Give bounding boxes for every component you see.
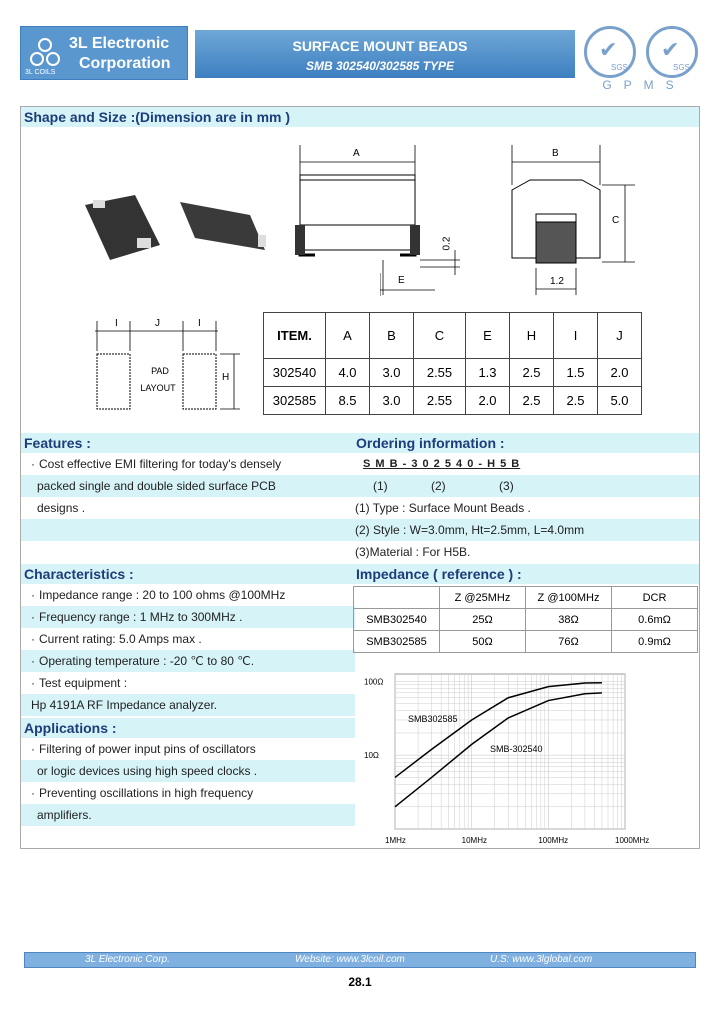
bead-photos [75, 190, 275, 270]
table-row: SMB302540 25Ω 38Ω 0.6mΩ [354, 609, 698, 631]
list-item: amplifiers. [21, 804, 355, 826]
pad-label: PAD [151, 366, 169, 376]
applications-section [21, 718, 355, 848]
ordering-title: Ordering information : [353, 433, 699, 453]
label-i1: I [115, 318, 118, 329]
dim-header-row [264, 313, 642, 359]
impedance-chart [360, 664, 690, 854]
spacer-row [21, 826, 355, 848]
label-a: A [353, 148, 360, 159]
list-item: · Preventing oscillations in high frequency [21, 782, 355, 804]
applications-title: Applications : [21, 718, 355, 738]
impedance-title: Impedance ( reference ) : [353, 564, 699, 584]
ordering-section [353, 433, 699, 563]
legend-label: SMB-302540 [490, 744, 543, 754]
x-tick-label: 1MHz [385, 836, 406, 845]
list-item: designs . [37, 501, 86, 515]
gpms-label: GPMS [602, 78, 686, 92]
layout-label: LAYOUT [140, 383, 176, 393]
dimension-table [263, 312, 642, 415]
characteristics-title: Characteristics : [21, 564, 355, 584]
table-row: SMB302585 50Ω 76Ω 0.9mΩ [354, 631, 698, 653]
dim-header-i: I [554, 313, 598, 359]
dim-header-item: ITEM. [264, 313, 326, 359]
label-12: 1.2 [550, 276, 564, 287]
list-item: (2) Style : W=3.0mm, Ht=2.5mm, L=4.0mm [353, 519, 699, 541]
page-subtitle: SMB 302540/302585 TYPE [305, 59, 455, 73]
label-j: J [155, 318, 160, 329]
label-02: 0.2 [441, 236, 453, 251]
check-icon: ✔ [661, 37, 680, 62]
shape-title: Shape and Size :(Dimension are in mm ) [21, 107, 699, 127]
characteristics-section [21, 564, 355, 716]
table-row: 302585 8.5 3.0 2.55 2.0 2.5 2.5 5.0 [264, 387, 642, 415]
label-c: C [612, 215, 620, 226]
dim-header-c: C [414, 313, 466, 359]
logo-icon [25, 33, 65, 73]
cert-label-1: SGS [611, 63, 628, 72]
list-item: · Impedance range : 20 to 100 ohms @100MHz [21, 584, 355, 606]
y-tick-label: 100Ω [364, 677, 384, 687]
label-i2: I [198, 318, 201, 329]
list-item: Hp 4191A RF Impedance analyzer. [21, 694, 355, 716]
company-logo [20, 26, 188, 80]
list-item: or logic devices using high speed clocks . [21, 760, 355, 782]
list-item: (3)Material : For H5B. [355, 545, 471, 559]
label-b: B [552, 148, 559, 159]
cert-badge-2 [646, 26, 698, 78]
list-item: (1) Type : Surface Mount Beads . [355, 501, 531, 515]
label-e: E [398, 275, 405, 286]
list-item: · Filtering of power input pins of oscillators [21, 738, 355, 760]
dim-header-j: J [598, 313, 642, 359]
list-item: · Frequency range : 1 MHz to 300MHz . [21, 606, 355, 628]
order-code: S M B - 3 0 2 5 4 0 - H 5 B [363, 458, 521, 470]
list-item: · Test equipment : [21, 672, 355, 694]
cert-label-2: SGS [673, 63, 690, 72]
list-item: · Current rating: 5.0 Amps max . [21, 628, 355, 650]
label-h: H [222, 372, 230, 383]
cert-badge-1 [584, 26, 636, 78]
legend-label: SMB302585 [408, 714, 458, 724]
list-item: · Operating temperature : -20 ℃ to 80 ℃. [21, 650, 355, 672]
y-tick-label: 10Ω [364, 751, 379, 761]
impedance-section [353, 564, 699, 584]
dim-header-a: A [326, 313, 370, 359]
footer-company: 3L Electronic Corp. [85, 954, 170, 965]
x-tick-label: 1000MHz [615, 836, 650, 845]
dim-header-h: H [510, 313, 554, 359]
logo-line1: 3L Electronic [69, 35, 170, 52]
features-title: Features : [21, 433, 355, 453]
dim-header-e: E [466, 313, 510, 359]
impedance-table [353, 586, 698, 653]
logo-small: 3L COILS [25, 69, 56, 76]
check-icon: ✔ [599, 37, 618, 62]
list-item: packed single and double sided surface PCB [21, 475, 355, 497]
spacer-row [21, 519, 355, 541]
table-row: 302540 4.0 3.0 2.55 1.3 2.5 1.5 2.0 [264, 359, 642, 387]
page-title: SURFACE MOUNT BEADS [292, 38, 468, 54]
logo-line2: Corporation [79, 55, 171, 72]
imp-header-row: Z @25MHz Z @100MHz DCR [354, 587, 698, 609]
page-number: 28.1 [348, 975, 372, 989]
footer-bar [24, 952, 696, 968]
features-section [21, 433, 355, 541]
footer-website[interactable]: Website: www.3lcoil.com [295, 954, 405, 965]
x-tick-label: 100MHz [538, 836, 569, 845]
e-dimension [380, 268, 440, 298]
footer-us-site[interactable]: U.S: www.3lglobal.com [490, 954, 593, 965]
list-item: · Cost effective EMI filtering for today's densely [21, 453, 355, 475]
dim-header-b: B [370, 313, 414, 359]
order-index-row: (1) (2) (3) [353, 475, 699, 497]
x-tick-label: 10MHz [461, 836, 488, 845]
